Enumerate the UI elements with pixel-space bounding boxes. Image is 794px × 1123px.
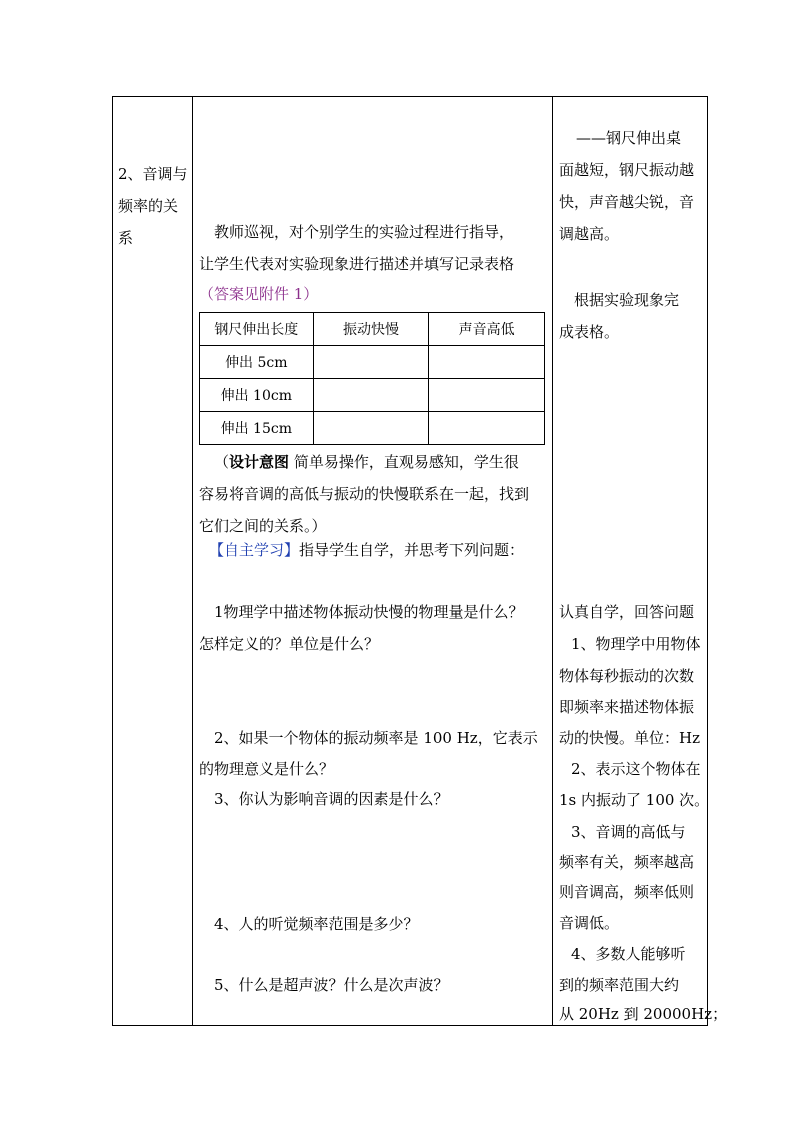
design-line-1: 简单易操作，直观易感知，学生很: [293, 453, 519, 471]
question-4: 4、人的听觉频率范围是多少？: [214, 915, 419, 933]
table-row: [200, 412, 545, 445]
column-divider-2: [552, 97, 553, 1025]
stage-label-line-2: 频率的关: [118, 197, 179, 215]
question-3: 3、你认为影响音调的因素是什么？: [214, 790, 449, 808]
teacher-line-2: 让学生代表对实验现象进行描述并填写记录表格: [199, 255, 515, 273]
table-cell: [429, 379, 545, 412]
question-2-line-1: 2、如果一个物体的振动频率是 100 Hz，它表示: [214, 729, 538, 747]
table-cell: [429, 346, 545, 379]
table-row: [200, 346, 545, 379]
table-cell: 伸出 5cm: [200, 346, 314, 379]
answer-line-9: 频率有关，频率越高: [559, 853, 695, 871]
table-cell: 伸出 10cm: [200, 379, 314, 412]
answer-note: （答案见附件 1）: [199, 285, 319, 303]
table-cell: [313, 379, 429, 412]
question-1-line-2: 怎样定义的？单位是什么？: [199, 635, 380, 653]
design-line-3: 它们之间的关系。）: [199, 517, 327, 535]
question-1-line-1: 1物理学中描述物体振动快慢的物理量是什么？: [214, 603, 524, 621]
answer-line-2: 1、物理学中用物体: [571, 635, 701, 653]
answer-line-7: 1s 内振动了 100 次。: [559, 791, 710, 809]
table-row: [200, 379, 545, 412]
column-divider-1: [192, 97, 193, 1025]
answer-line-10: 则音调高，频率低则: [559, 883, 695, 901]
answer-line-6: 2、表示这个物体在: [571, 760, 701, 778]
table-header: 钢尺伸出长度: [200, 313, 314, 346]
answer-line-12: 4、多数人能够听: [571, 945, 686, 963]
answer-line-13: 到的频率范围大约: [559, 976, 680, 994]
conclusion-line-1: ——钢尺伸出桌: [576, 129, 682, 147]
table-header: 振动快慢: [313, 313, 429, 346]
self-study: [209, 534, 524, 566]
conclusion-line-3: 快，声音越尖锐，音: [559, 193, 695, 211]
design-line-2: 容易将音调的高低与振动的快慢联系在一起，找到: [199, 485, 530, 503]
self-study-tag: 【自主学习】: [209, 541, 300, 559]
table-cell: 伸出 15cm: [200, 412, 314, 445]
table-header: 声音高低: [429, 313, 545, 346]
answer-line-5: 动的快慢。单位：Hz: [559, 729, 700, 747]
table-header-row: [200, 313, 545, 346]
stage-label-line-3: 系: [118, 229, 134, 247]
design-intent: [214, 446, 519, 478]
table-instruction-line-1: 根据实验现象完: [574, 291, 680, 309]
answer-line-3: 物体每秒振动的次数: [559, 667, 695, 685]
record-table: [199, 312, 545, 445]
answer-line-1: 认真自学，回答问题: [559, 603, 695, 621]
teacher-line-1: 教师巡视，对个别学生的实验过程进行指导，: [214, 223, 515, 241]
table-cell: [429, 412, 545, 445]
design-prefix: （: [214, 453, 230, 471]
table-cell: [313, 346, 429, 379]
self-study-text: 指导学生自学，并思考下列问题：: [299, 541, 525, 559]
design-title: 设计意图: [229, 453, 290, 471]
table-cell: [313, 412, 429, 445]
conclusion-line-4: 调越高。: [559, 225, 620, 243]
answer-line-4: 即频率来描述物体振: [559, 698, 695, 716]
table-instruction-line-2: 成表格。: [559, 323, 620, 341]
conclusion-line-2: 面越短，钢尺振动越: [559, 161, 695, 179]
question-5: 5、什么是超声波？什么是次声波？: [214, 976, 449, 994]
answer-line-8: 3、音调的高低与: [571, 823, 686, 841]
answer-line-14: 从 20Hz 到 20000Hz；: [559, 1005, 728, 1023]
answer-line-11: 音调低。: [559, 914, 620, 932]
question-2-line-2: 的物理意义是什么？: [199, 760, 335, 778]
stage-label-line-1: 2、音调与: [118, 165, 188, 183]
